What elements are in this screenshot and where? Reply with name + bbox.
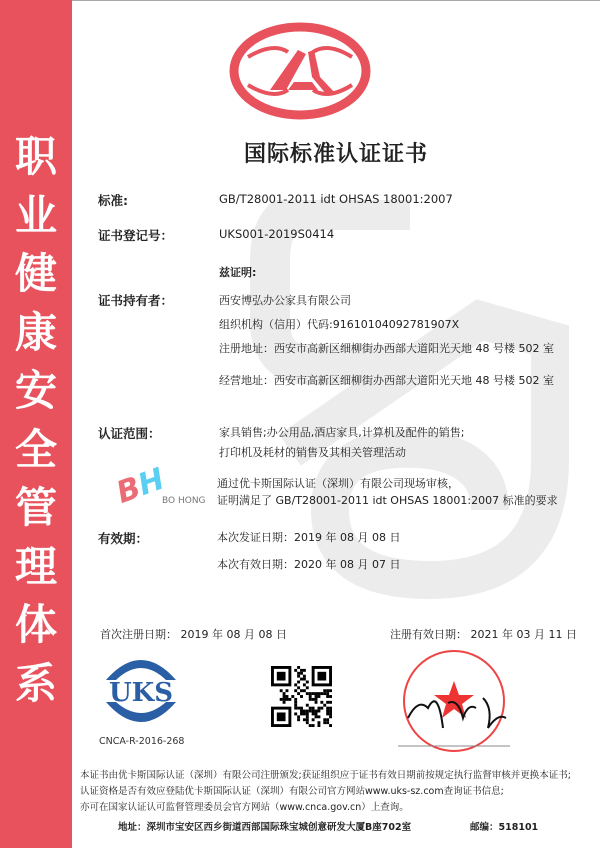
certify-label: 兹证明: xyxy=(219,266,257,279)
footer-postcode: 邮编：518101 xyxy=(470,822,539,833)
expiry-date: 本次有效日期：2020 年 08 月 07 日 xyxy=(217,558,401,571)
top-border xyxy=(0,0,600,1)
official-stamp xyxy=(398,648,510,754)
uks-logo xyxy=(100,654,182,726)
issue-date: 本次发证日期：2019 年 08 月 08 日 xyxy=(217,531,401,544)
scope-label: 认证范围： xyxy=(98,426,161,441)
org-code: 组织机构（信用）代码:91610104092781907X xyxy=(219,318,460,331)
footer-line-2: 认证资格是否有效应登陆优卡斯国际认证（深圳）有限公司官方网站www.uks-sz.com查询证书信息; xyxy=(80,786,504,797)
stamp-icon xyxy=(398,648,510,754)
sidebar-band xyxy=(0,0,72,848)
bohong-watermark xyxy=(112,458,208,520)
title-char: 职 xyxy=(14,132,57,181)
cnca-code: CNCA-R-2016-268 xyxy=(99,736,185,747)
title-char: 康 xyxy=(14,307,57,357)
scope-line-2: 打印机及耗材的销售及其相关管理活动 xyxy=(219,446,406,459)
registration-label: 证书登记号： xyxy=(98,228,174,243)
bohong-b-icon: B xyxy=(112,470,146,511)
business-address: 经营地址：西安市高新区细柳街办西部大道阳光天地 48 号楼 502 室 xyxy=(219,374,554,387)
standard-label: 标准: xyxy=(98,193,128,208)
uks-text: UKS xyxy=(108,678,174,708)
audit-line-1: 通过优卡斯国际认证（深圳）有限公司现场审核， xyxy=(217,477,459,490)
scope-line-1: 家具销售;办公用品,酒店家具,计算机及配件的销售; xyxy=(219,426,465,439)
qr-code-icon[interactable] xyxy=(271,666,332,727)
validity-label: 有效期： xyxy=(98,531,149,546)
footer-line-1: 本证书由优卡斯国际认证（深圳）有限公司注册颁发;获证组织应于证书有效日期前按规定执行监督审核并更换本证书; xyxy=(80,770,571,781)
certificate-logo-icon xyxy=(228,22,372,120)
sidebar-title xyxy=(0,128,72,713)
title-char: 管 xyxy=(14,483,57,532)
title-char: 全 xyxy=(14,424,57,474)
standard-value: GB/T28001-2011 idt OHSAS 18001:2007 xyxy=(219,192,453,206)
title-char: 业 xyxy=(14,190,57,240)
watermark-text: BO HONG xyxy=(162,496,206,506)
audit-line-2: 证明满足了 GB/T28001-2011 idt OHSAS 18001:2007 标准的要求 xyxy=(217,494,558,507)
certificate-title: 国际标准认证证书 xyxy=(243,142,428,167)
footer-address: 地址：深圳市宝安区西乡街道西部国际珠宝城创意研发大厦B座702室 xyxy=(118,822,412,833)
registered-address: 注册地址：西安市高新区细柳街办西部大道阳光天地 48 号楼 502 室 xyxy=(219,342,554,355)
title-char: 体 xyxy=(14,600,57,649)
footer-line-3: 亦可在国家认证认可监督管理委员会官方网站（www.cnca.gov.cn）上查询。 xyxy=(80,802,409,813)
holder-label: 证书持有者： xyxy=(98,293,174,308)
holder-name: 西安博弘办公家具有限公司 xyxy=(219,294,351,307)
first-registration-date: 首次注册日期： 2019 年 08 月 08 日 xyxy=(100,628,287,641)
title-char: 系 xyxy=(14,658,57,708)
registration-number: UKS001-2019S0414 xyxy=(219,227,335,241)
title-char: 理 xyxy=(14,541,57,591)
title-char: 安 xyxy=(14,366,57,415)
bohong-h-icon: H xyxy=(133,461,170,504)
registration-valid-date: 注册有效日期： 2021 年 03 月 11 日 xyxy=(390,628,577,641)
title-char: 健 xyxy=(14,249,57,298)
